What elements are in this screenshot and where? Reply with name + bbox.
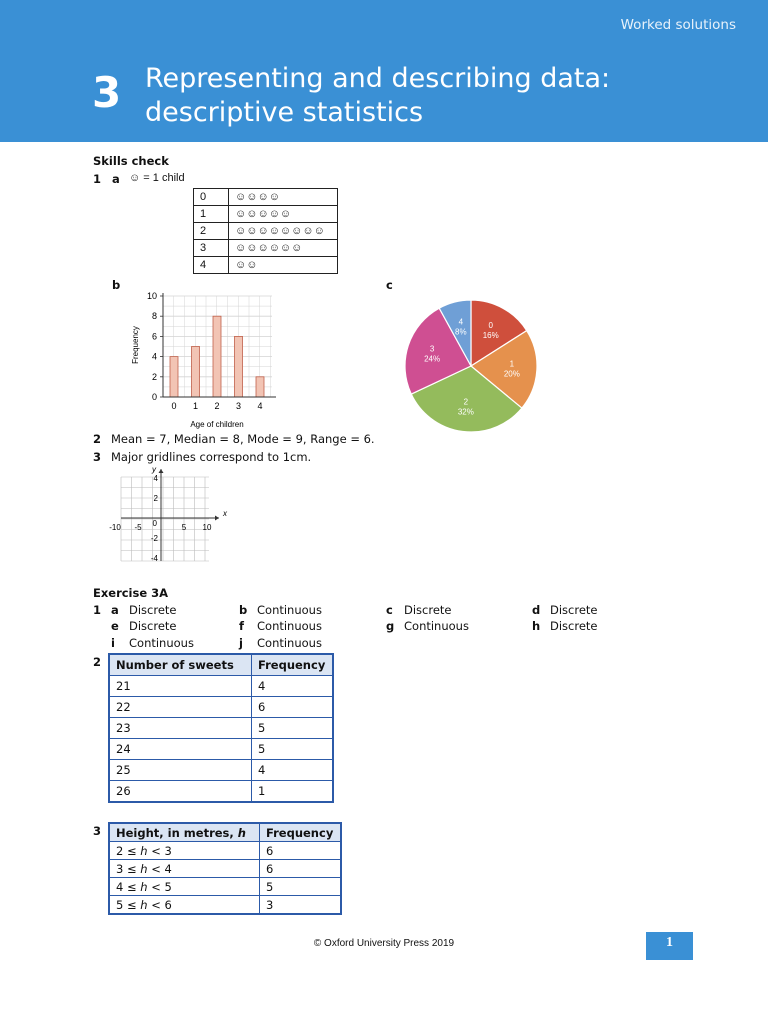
- pictogram-key-cell: 3: [194, 240, 229, 257]
- pictogram-key-cell: 4: [194, 257, 229, 274]
- answer-letter: c: [386, 603, 393, 617]
- table-row: [109, 760, 333, 781]
- q1b-letter: b: [112, 278, 121, 292]
- slice-percent-label: 8%: [455, 327, 467, 337]
- table-row: [109, 878, 341, 896]
- y-tick-label: 10: [146, 291, 157, 301]
- slice-percent-label: 16%: [482, 331, 499, 341]
- answer-text: Continuous: [257, 603, 322, 617]
- answer-letter: e: [111, 619, 119, 633]
- smiley-icon: ☺☺☺☺☺☺: [229, 240, 338, 257]
- ex-q2-number: 2: [93, 655, 102, 669]
- y-tick-label: 6: [151, 331, 157, 342]
- table-row: [109, 676, 333, 697]
- table-cell: 4 ≤ h < 5: [109, 878, 260, 896]
- answer-letter: f: [239, 619, 245, 633]
- y-tick-label: -2: [150, 534, 158, 543]
- q1a-letter: a: [112, 172, 120, 186]
- height-frequency-table: [108, 822, 342, 915]
- table-cell: 3: [260, 896, 342, 915]
- x-axis-label: x: [223, 509, 227, 518]
- smiley-icon: ☺: [129, 172, 141, 184]
- table-row: [109, 739, 333, 760]
- y-tick-label: -4: [150, 554, 158, 563]
- answer-text: Discrete: [550, 603, 598, 617]
- slice-category-label: 4: [458, 317, 464, 327]
- answer-letter: b: [239, 603, 248, 617]
- copyright: © Oxford University Press 2019: [313, 938, 455, 949]
- table-cell: 1: [252, 781, 334, 803]
- table-row: [109, 860, 341, 878]
- slice-category-label: 2: [463, 397, 469, 407]
- table-row: [109, 896, 341, 915]
- q3-number: 3: [93, 450, 102, 464]
- y-tick-label: 2: [151, 371, 157, 382]
- table-row: [194, 223, 338, 240]
- q3-answer: Major gridlines correspond to 1cm.: [111, 450, 312, 464]
- x-tick-label: 3: [235, 401, 242, 411]
- bar: [235, 336, 243, 397]
- x-tick-label: 10: [202, 523, 212, 532]
- table-row: [194, 257, 338, 274]
- answer-text: Discrete: [404, 603, 452, 617]
- table-cell: 26: [109, 781, 252, 803]
- answer-text: Discrete: [550, 619, 598, 633]
- q1-number: 1: [93, 172, 102, 186]
- table-cell: 21: [109, 676, 252, 697]
- answer-letter: h: [532, 619, 541, 633]
- column-header: Frequency: [252, 654, 334, 676]
- bar: [192, 347, 200, 398]
- slice-percent-label: 20%: [503, 369, 520, 379]
- table-row: [194, 240, 338, 257]
- pictogram-key-cell: 0: [194, 189, 229, 206]
- table-cell: 22: [109, 697, 252, 718]
- header-tag: Worked solutions: [620, 17, 736, 33]
- slice-percent-label: 32%: [457, 407, 474, 417]
- table-cell: 24: [109, 739, 252, 760]
- answer-letter: i: [111, 636, 115, 650]
- table-cell: 2 ≤ h < 3: [109, 842, 260, 860]
- y-tick-label: 0: [151, 392, 157, 402]
- answer-text: Continuous: [129, 636, 194, 650]
- answer-text: Continuous: [257, 619, 322, 633]
- smiley-icon: ☺☺☺☺☺: [229, 206, 338, 223]
- table-cell: 23: [109, 718, 252, 739]
- answer-letter: d: [532, 603, 541, 617]
- column-header: Number of sweets: [109, 654, 252, 676]
- skills-heading: Skills check: [93, 154, 169, 168]
- pictogram-table: [193, 188, 338, 274]
- table-cell: 6: [252, 697, 334, 718]
- chapter-title-line2: descriptive statistics: [145, 97, 424, 128]
- table-row: [109, 781, 333, 803]
- slice-category-label: 0: [488, 321, 493, 331]
- answer-letter: g: [386, 619, 395, 633]
- page-header: [0, 0, 768, 142]
- q1c-letter: c: [386, 278, 393, 292]
- y-tick-label: 4: [151, 351, 157, 362]
- pictogram-key: [129, 172, 185, 184]
- y-tick-label: 8: [151, 311, 157, 322]
- column-header: Frequency: [260, 823, 342, 842]
- chapter-number: 3: [92, 68, 122, 117]
- column-header: Height, in metres, h: [109, 823, 260, 842]
- answer-text: Continuous: [257, 636, 322, 650]
- exercise-heading: Exercise 3A: [93, 586, 169, 600]
- table-cell: 5: [252, 718, 334, 739]
- bar: [213, 316, 221, 397]
- table-row: [109, 842, 341, 860]
- table-cell: 4: [252, 760, 334, 781]
- slice-category-label: 3: [429, 344, 435, 354]
- answer-letter: a: [111, 603, 119, 617]
- table-cell: 3 ≤ h < 4: [109, 860, 260, 878]
- origin-label: 0: [152, 519, 157, 528]
- x-tick-label: 5: [181, 523, 187, 532]
- x-tick-label: -10: [109, 523, 121, 532]
- table-cell: 5: [252, 739, 334, 760]
- chapter-title: [145, 62, 610, 130]
- pictogram-key-cell: 1: [194, 206, 229, 223]
- x-axis-label: Age of children: [190, 420, 244, 429]
- y-tick-label: 2: [153, 494, 158, 503]
- table-cell: 6: [260, 860, 342, 878]
- x-tick-label: -5: [134, 523, 142, 532]
- smiley-icon: ☺☺: [229, 257, 338, 274]
- answer-text: Discrete: [129, 603, 177, 617]
- table-row: [194, 206, 338, 223]
- table-cell: 6: [260, 842, 342, 860]
- slice-category-label: 1: [509, 359, 515, 369]
- slice-percent-label: 24%: [424, 354, 441, 364]
- table-header-row: [109, 654, 333, 676]
- y-tick-label: 4: [153, 474, 158, 483]
- q2-number: 2: [93, 432, 102, 446]
- ex-q1-number: 1: [93, 603, 102, 617]
- answer-letter: j: [239, 636, 243, 650]
- q2-answer: Mean = 7, Median = 8, Mode = 9, Range = 6.: [111, 432, 375, 446]
- table-cell: 5 ≤ h < 6: [109, 896, 260, 915]
- table-header-row: [109, 823, 341, 842]
- table-cell: 5: [260, 878, 342, 896]
- bar: [256, 377, 264, 397]
- table-row: [109, 718, 333, 739]
- chapter-title-line1: Representing and describing data:: [145, 63, 611, 94]
- y-arrow-icon: [159, 469, 164, 473]
- answer-text: Discrete: [129, 619, 177, 633]
- sweets-frequency-table: [108, 653, 334, 803]
- table-cell: 4: [252, 676, 334, 697]
- page-number: 1: [646, 932, 693, 960]
- bar: [170, 357, 178, 397]
- table-cell: 25: [109, 760, 252, 781]
- table-row: [194, 189, 338, 206]
- x-arrow-icon: [215, 516, 219, 521]
- x-tick-label: 4: [257, 401, 263, 411]
- x-tick-label: 2: [214, 401, 220, 411]
- bar-chart: [120, 285, 290, 435]
- table-row: [109, 697, 333, 718]
- smiley-icon: ☺☺☺☺☺☺☺☺: [229, 223, 338, 240]
- pie-chart: [395, 295, 545, 435]
- answer-text: Continuous: [404, 619, 469, 633]
- ex-q3-number: 3: [93, 824, 102, 838]
- y-axis-label: Frequency: [131, 326, 140, 364]
- smiley-icon: ☺☺☺☺: [229, 189, 338, 206]
- pictogram-key-cell: 2: [194, 223, 229, 240]
- key-text: = 1 child: [143, 172, 185, 184]
- coordinate-axes: [105, 460, 235, 566]
- y-axis-label: y: [152, 465, 156, 474]
- x-tick-label: 1: [192, 401, 199, 411]
- x-tick-label: 0: [171, 401, 177, 411]
